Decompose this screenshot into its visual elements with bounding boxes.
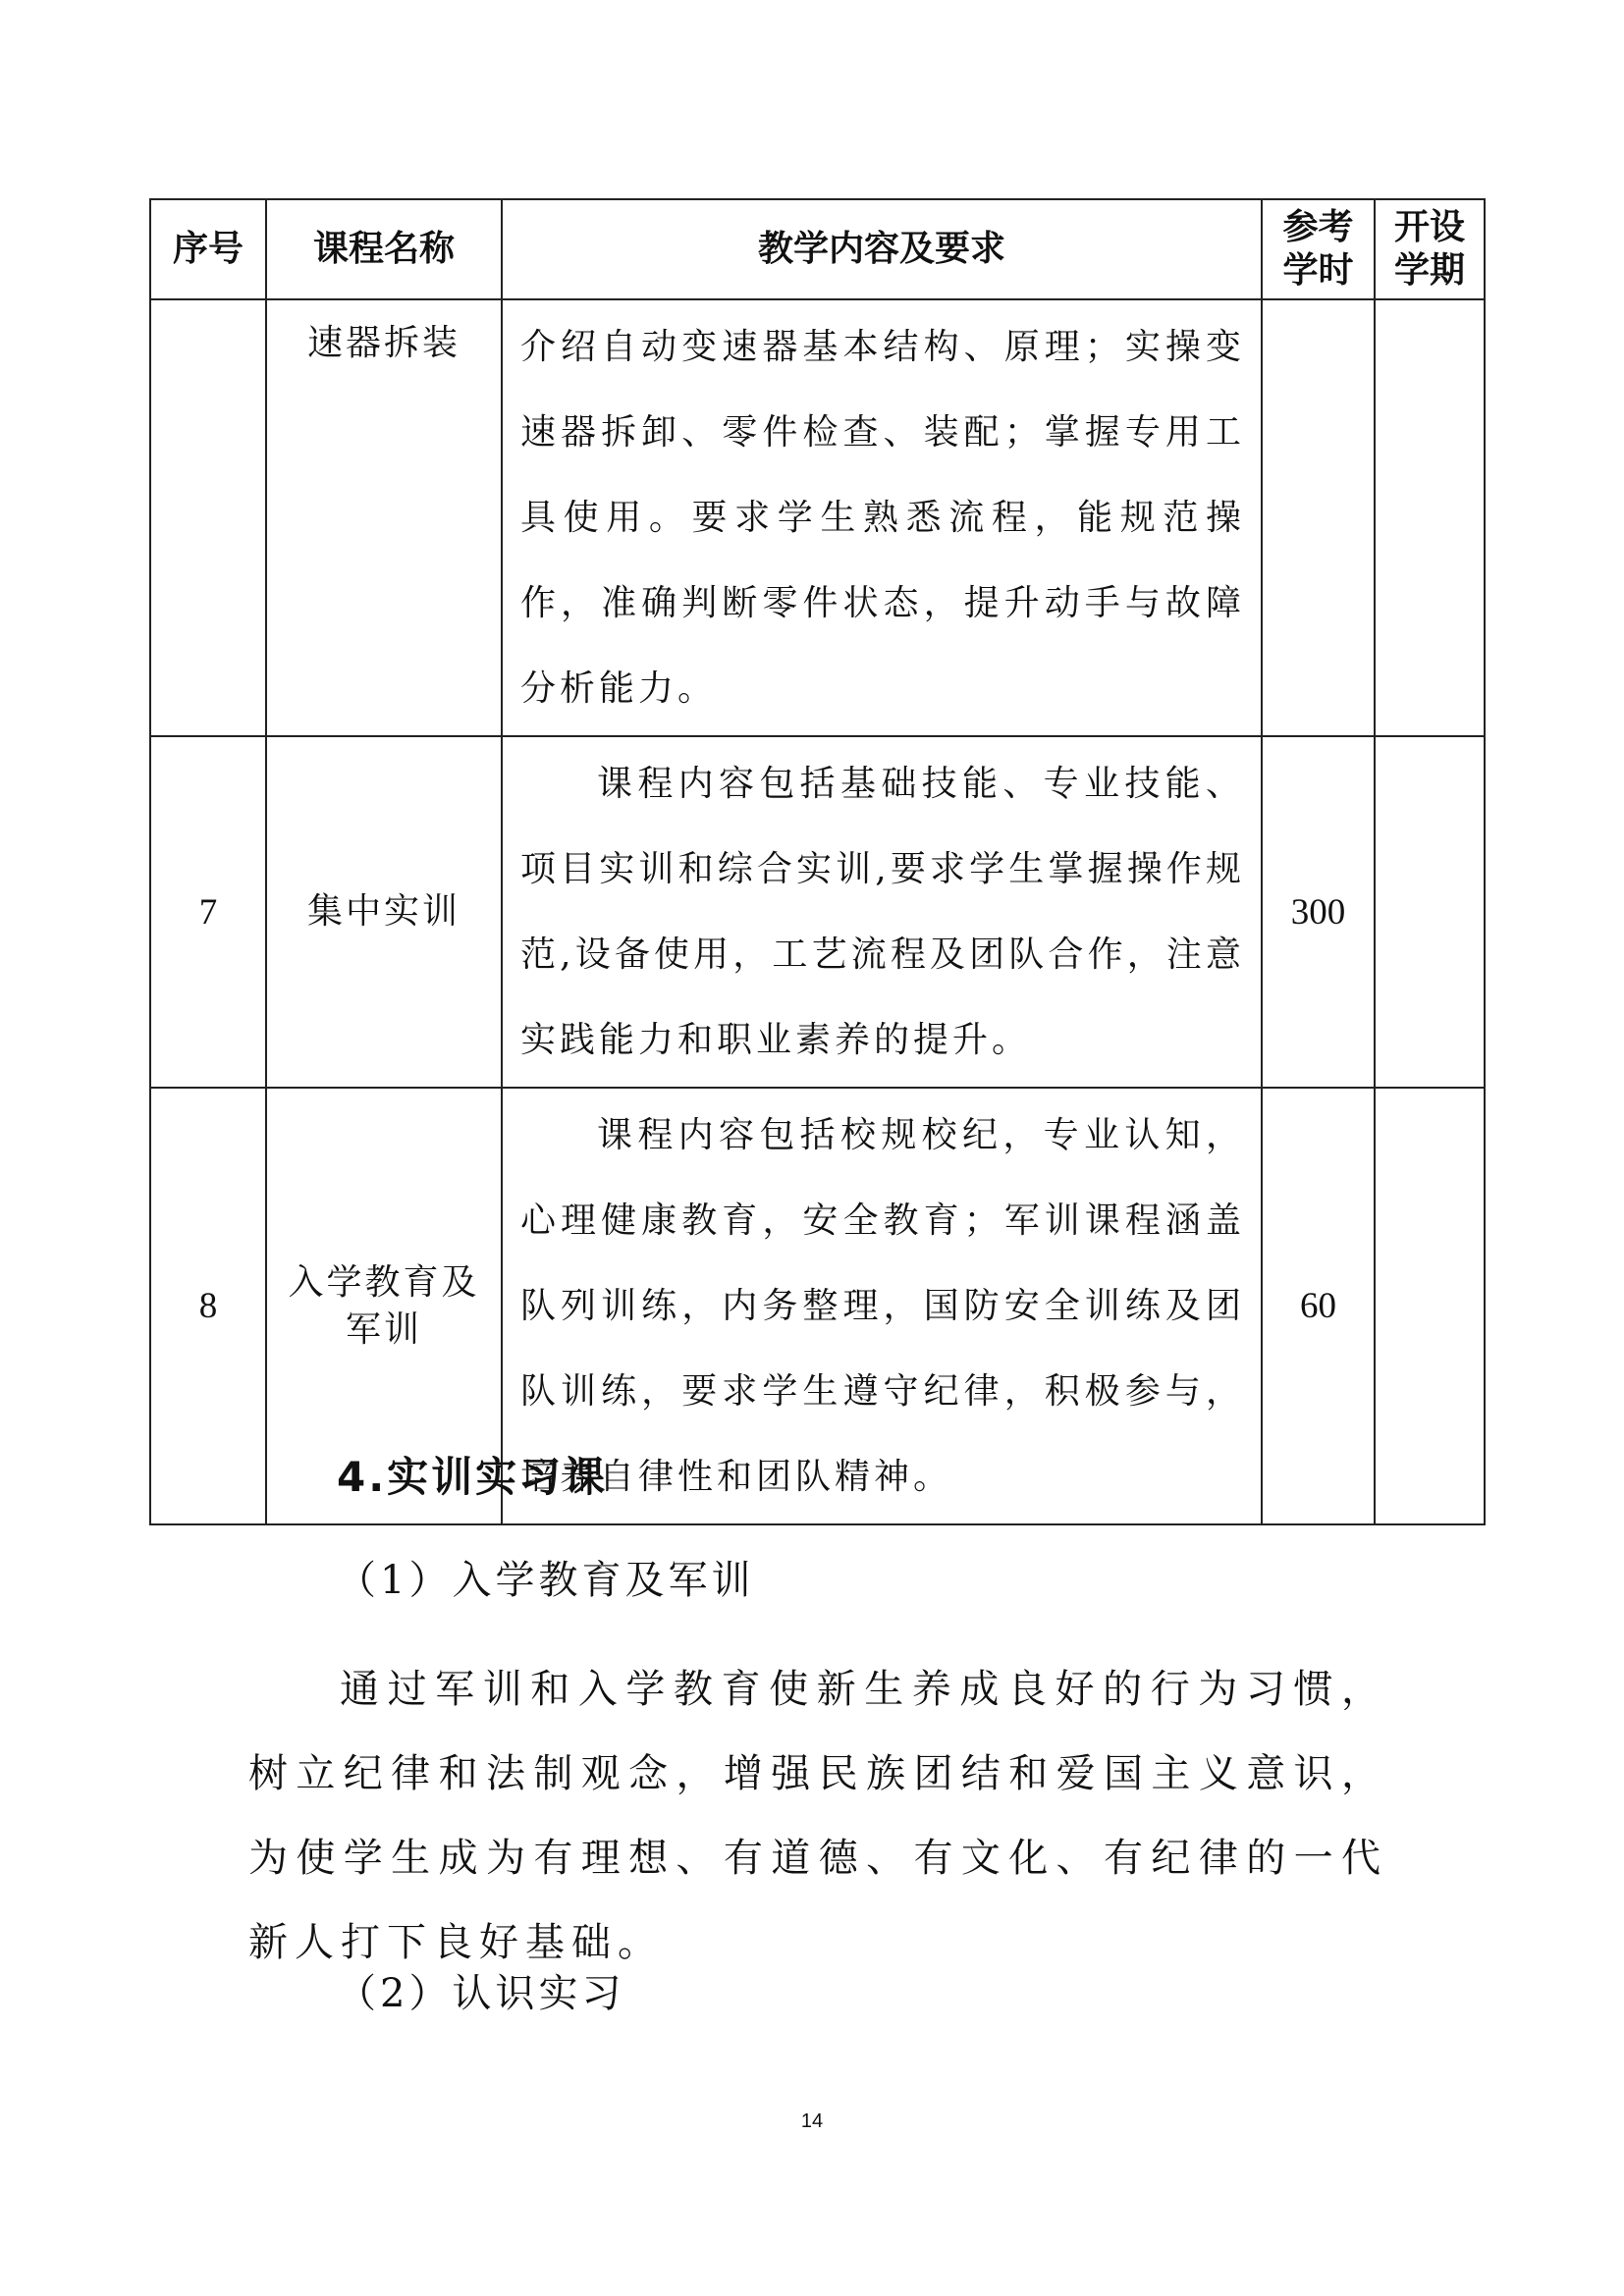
cell-term: [1375, 1088, 1485, 1524]
cell-hours: 300: [1262, 736, 1375, 1088]
cell-content: 介绍自动变速器基本结构、原理；实操变速器拆卸、零件检查、装配；掌握专用工具使用。要求学生熟悉流程，能规范操作，准确判断零件状态，提升动手与故障分析能力。: [502, 299, 1262, 736]
header-hours-line2: 学时: [1282, 250, 1354, 291]
course-name-line1: 入学教育及: [288, 1261, 480, 1303]
cell-no: 8: [150, 1088, 266, 1524]
header-no: 序号: [150, 199, 266, 299]
table-row: [150, 299, 1485, 736]
header-hours: [1262, 199, 1375, 299]
header-content: 教学内容及要求: [502, 199, 1262, 299]
header-term-line2: 学期: [1393, 250, 1465, 291]
section-heading: 4.实训实习课: [337, 1453, 609, 1501]
cell-term: [1375, 299, 1485, 736]
course-name-line1: 速器拆装: [306, 323, 460, 363]
cell-no: [150, 299, 266, 736]
header-hours-line1: 参考: [1282, 207, 1354, 247]
cell-hours: [1262, 299, 1375, 736]
cell-content: 课程内容包括校规校纪，专业认知，心理健康教育，安全教育；军训课程涵盖队列训练，内务整理，国防安全训练及团队训练，要求学生遵守纪律，积极参与，培养自律性和团队精神。: [502, 1088, 1262, 1524]
cell-hours: 60: [1262, 1088, 1375, 1524]
table-row: [150, 736, 1485, 1088]
subsection-heading-2: （2）认识实习: [337, 1971, 625, 2016]
course-name-line2: 军训: [345, 1308, 422, 1350]
cell-term: [1375, 736, 1485, 1088]
cell-no: 7: [150, 736, 266, 1088]
header-course-name: 课程名称: [266, 199, 502, 299]
cell-course-name: [266, 736, 502, 1088]
course-name-line1: 集中实训: [306, 891, 460, 932]
cell-content: 课程内容包括基础技能、专业技能、项目实训和综合实训,要求学生掌握操作规范,设备使用，工艺流程及团队合作，注意实践能力和职业素养的提升。: [502, 736, 1262, 1088]
header-term-line1: 开设: [1393, 207, 1465, 247]
body-paragraph: 通过军训和入学教育使新生养成良好的行为习惯，树立纪律和法制观念，增强民族团结和爱国主义意识，为使学生成为有理想、有道德、有文化、有纪律的一代新人打下良好基础。: [248, 1667, 1387, 1965]
cell-course-name: [266, 299, 502, 736]
subsection-heading-1: （1）入学教育及军训: [337, 1558, 755, 1603]
page-number: 14: [800, 2110, 824, 2132]
header-term: [1375, 199, 1485, 299]
course-table: [149, 198, 1486, 1525]
table-header-row: [150, 199, 1485, 299]
